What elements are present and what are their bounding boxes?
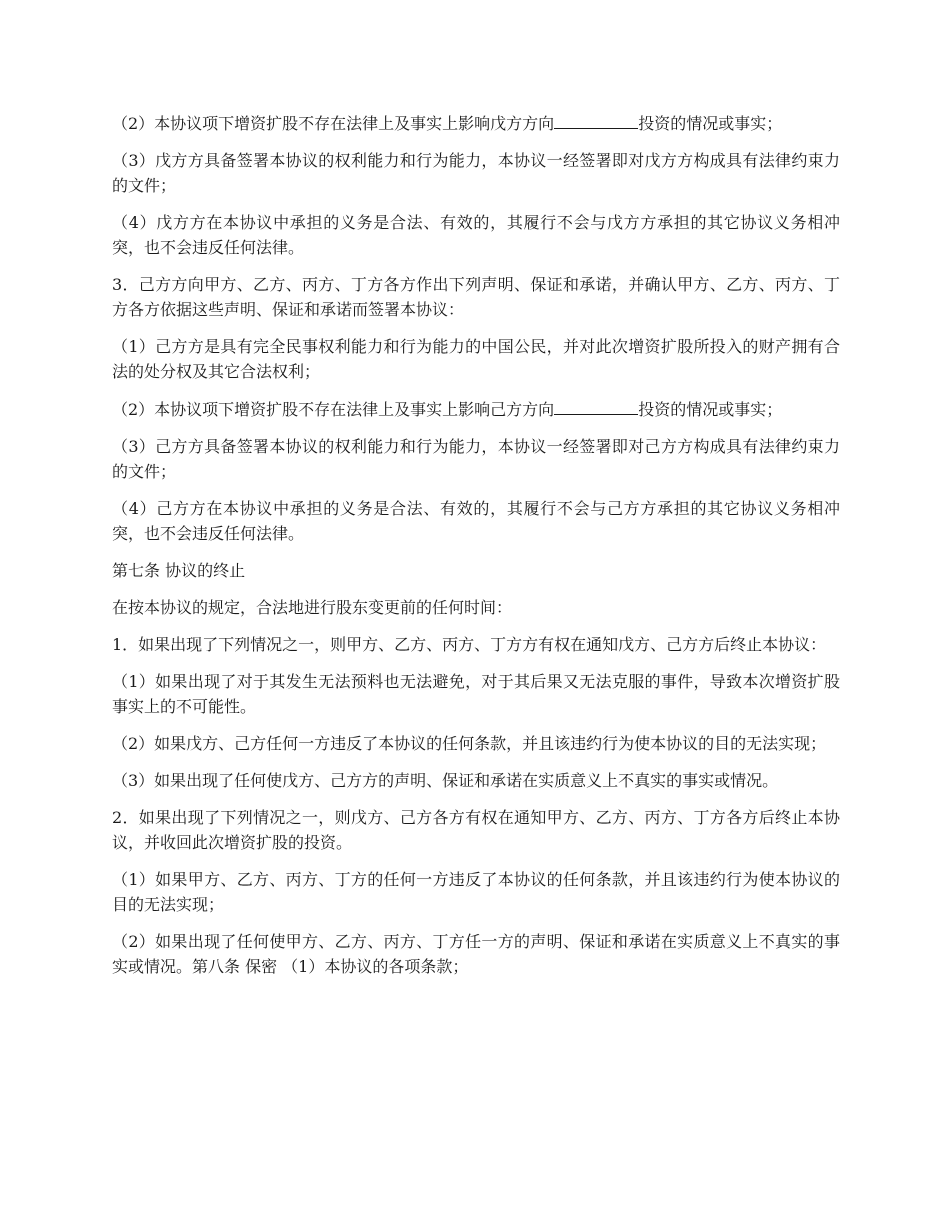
paragraph: （3）己方方具备签署本协议的权利能力和行为能力，本协议一经签署即对己方方构成具有法律约束力的文件；: [112, 437, 840, 481]
paragraph: 在按本协议的规定，合法地进行股东变更前的任何时间：: [112, 598, 513, 617]
document-body: [112, 110, 840, 991]
paragraph: 3．己方方向甲方、乙方、丙方、丁方各方作出下列声明、保证和承诺，并确认甲方、乙方、丙方、丁方各方依据这些声明、保证和承诺而签署本协议：: [112, 275, 840, 319]
paragraph: （1）如果出现了对于其发生无法预料也无法避免，对于其后果又无法克服的事件，导致本次增资扩股事实上的不可能性。: [112, 672, 840, 716]
paragraph: （1）如果甲方、乙方、丙方、丁方的任何一方违反了本协议的任何条款，并且该违约行为使本协议的目的无法实现；: [112, 870, 840, 914]
paragraph: （2）如果戊方、己方任何一方违反了本协议的任何条款，并且该违约行为使本协议的目的无法实现；: [112, 734, 827, 753]
paragraph: 2．如果出现了下列情况之一，则戊方、己方各方有权在通知甲方、乙方、丙方、丁方各方后终止本协议，并收回此次增资扩股的投资。: [112, 808, 840, 852]
paragraph: （2）如果出现了任何使甲方、乙方、丙方、丁方任一方的声明、保证和承诺在实质意义上不真实的事实或情况。第八条 保密 （1）本协议的各项条款；: [112, 932, 840, 976]
paragraph-text: （2）本协议项下增资扩股不存在法律上及事实上影响己方方向: [112, 400, 555, 419]
paragraph-text: 投资的情况或事实；: [638, 400, 783, 419]
paragraph: [112, 396, 840, 422]
paragraph: [112, 110, 840, 136]
fill-in-blank: [554, 110, 638, 129]
paragraph: （4）己方方在本协议中承担的义务是合法、有效的，其履行不会与己方方承担的其它协议义务相冲突，也不会违反任何法律。: [112, 499, 840, 543]
paragraph: （3）戊方方具备签署本协议的权利能力和行为能力，本协议一经签署即对戊方方构成具有法律约束力的文件；: [112, 151, 840, 195]
paragraph: （4）戊方方在本协议中承担的义务是合法、有效的，其履行不会与戊方方承担的其它协议义务相冲突，也不会违反任何法律。: [112, 213, 840, 257]
paragraph-text: （2）本协议项下增资扩股不存在法律上及事实上影响戊方方向: [112, 114, 555, 133]
fill-in-blank: [554, 396, 638, 415]
paragraph: （3）如果出现了任何使戊方、己方方的声明、保证和承诺在实质意义上不真实的事实或情况。: [112, 771, 779, 790]
paragraph: 1．如果出现了下列情况之一，则甲方、乙方、丙方、丁方方有权在通知戊方、己方方后终止本协议：: [112, 635, 827, 654]
paragraph-text: 投资的情况或事实；: [638, 114, 783, 133]
section-heading: 第七条 协议的终止: [112, 561, 246, 580]
paragraph: （1）己方方是具有完全民事权利能力和行为能力的中国公民，并对此次增资扩股所投入的财产拥有合法的处分权及其它合法权利；: [112, 337, 840, 381]
